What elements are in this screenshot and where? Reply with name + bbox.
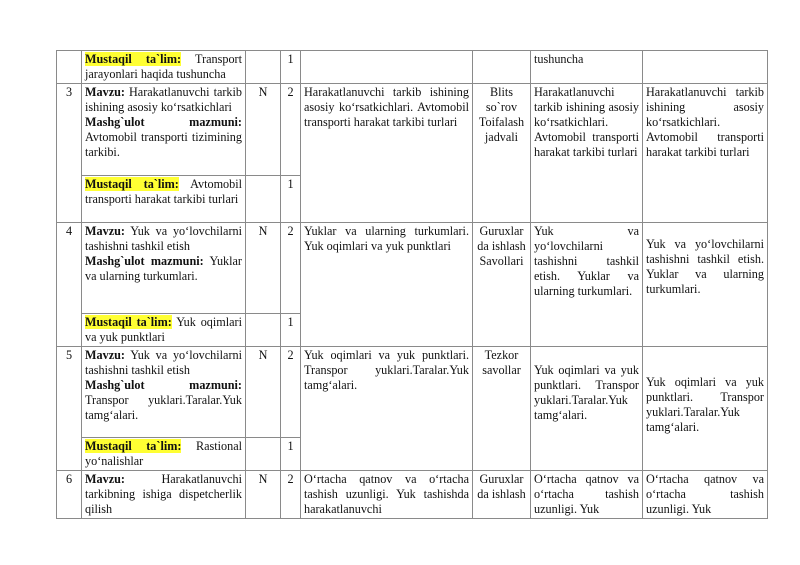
- topic-label: Mavzu:: [85, 348, 125, 362]
- method-cell: [473, 51, 531, 84]
- table-row: [57, 84, 768, 176]
- format-cell: N: [246, 84, 281, 176]
- table-row: [57, 51, 768, 84]
- assessment-cell: Yuk oqimlari va yuk punktlari. Transpor yuklari.Taralar.Yuk tamg‘alari.: [643, 347, 768, 471]
- format-cell: N: [246, 347, 281, 438]
- format-cell: [246, 51, 281, 84]
- independent-study-text: Rastional yo‘nalishlar: [85, 439, 242, 468]
- format-cell: [246, 438, 281, 471]
- topic-label: Mavzu:: [85, 224, 125, 238]
- independent-study-text: Avtomobil transporti harakat tarkibi turlari: [85, 177, 243, 206]
- row-number: 5: [57, 347, 82, 471]
- training-label: Mashg`ulot mazmuni:: [85, 254, 204, 268]
- topic-cell: [82, 84, 246, 176]
- independent-study-label: Mustaqil ta`lim:: [85, 439, 182, 453]
- assessment-cell: [643, 51, 768, 84]
- hours-cell: 1: [281, 314, 301, 347]
- training-text: Yuklar va ularning turkumlari.: [85, 254, 242, 283]
- hours-cell: 1: [281, 51, 301, 84]
- method-cell: Tezkor savollar: [473, 347, 531, 471]
- assessment-cell: O‘rtacha qatnov va o‘rtacha tashish uzunligi. Yuk: [643, 471, 768, 519]
- method-cell: Guruxlar da ishlash: [473, 471, 531, 519]
- table-row: [57, 223, 768, 314]
- topic-label: Mavzu:: [85, 85, 125, 99]
- independent-study-cell: [82, 438, 246, 471]
- hours-cell: 2: [281, 471, 301, 519]
- hours-cell: 2: [281, 84, 301, 176]
- topic-text: Harakatlanuvchi tarkibning ishiga dispetcherlik qilish: [85, 472, 242, 516]
- outcome-cell: Yuk va yo‘lovchilarni tashishni tashkil etish. Yuklar va ularning turkumlari.: [531, 223, 643, 347]
- training-label: Mashg`ulot mazmuni:: [85, 378, 242, 392]
- content-cell: [301, 51, 473, 84]
- independent-study-label: Mustaqil ta`lim:: [85, 315, 172, 329]
- table-row: [57, 347, 768, 438]
- format-cell: [246, 314, 281, 347]
- topic-text: Yuk va yo‘lovchilarni tashishni tashkil etish: [85, 348, 242, 377]
- content-cell: Harakatlanuvchi tarkib ishining asosiy ko‘rsatkichlari. Avtomobil transporti harakat tarkibi turlari: [301, 84, 473, 223]
- row-number: 4: [57, 223, 82, 347]
- row-number: [57, 51, 82, 84]
- method-cell: Blits so`rov Toifalash jadvali: [473, 84, 531, 223]
- assessment-cell: Harakatlanuvchi tarkib ishining asosiy ko‘rsatkichlari. Avtomobil transporti harakat tarkibi turlari: [643, 84, 768, 223]
- outcome-cell: Yuk oqimlari va yuk punktlari. Transpor yuklari.Taralar.Yuk tamg‘alari.: [531, 347, 643, 471]
- format-cell: N: [246, 471, 281, 519]
- hours-cell: 1: [281, 438, 301, 471]
- topic-text: Harakatlanuvchi tarkib ishining asosiy ko‘rsatkichlari: [85, 85, 242, 114]
- hours-cell: 1: [281, 176, 301, 223]
- independent-study-label: Mustaqil ta`lim:: [85, 52, 182, 66]
- outcome-cell: tushuncha: [531, 51, 643, 84]
- format-cell: [246, 176, 281, 223]
- training-text: Transpor yuklari.Taralar.Yuk tamg‘alari.: [85, 393, 242, 422]
- format-cell: N: [246, 223, 281, 314]
- training-text: Avtomobil transporti tizimining tarkibi.: [85, 130, 242, 159]
- independent-study-cell: [82, 176, 246, 223]
- independent-study-cell: [82, 51, 246, 84]
- assessment-cell: Yuk va yo‘lovchilarni tashishni tashkil etish. Yuklar va ularning turkumlari.: [643, 223, 768, 347]
- training-label: Mashg`ulot mazmuni:: [85, 115, 242, 129]
- content-cell: Yuk oqimlari va yuk punktlari. Transpor yuklari.Taralar.Yuk tamg‘alari.: [301, 347, 473, 471]
- independent-study-cell: [82, 314, 246, 347]
- topic-text: Yuk va yo‘lovchilarni tashishni tashkil etish: [85, 224, 242, 253]
- schedule-table: [56, 50, 768, 519]
- topic-label: Mavzu:: [85, 472, 125, 486]
- row-number: 6: [57, 471, 82, 519]
- content-cell: O‘rtacha qatnov va o‘rtacha tashish uzunligi. Yuk tashishda harakatlanuvchi: [301, 471, 473, 519]
- topic-cell: [82, 347, 246, 438]
- independent-study-text: Transport jarayonlari haqida tushuncha: [85, 52, 242, 81]
- method-cell: Guruxlar da ishlash Savollari: [473, 223, 531, 347]
- table-row: [57, 471, 768, 519]
- row-number: 3: [57, 84, 82, 223]
- content-cell: Yuklar va ularning turkumlari. Yuk oqimlari va yuk punktlari: [301, 223, 473, 347]
- topic-cell: [82, 223, 246, 314]
- topic-cell: [82, 471, 246, 519]
- independent-study-text: Yuk oqimlari va yuk punktlari: [85, 315, 242, 344]
- hours-cell: 2: [281, 223, 301, 314]
- hours-cell: 2: [281, 347, 301, 438]
- outcome-cell: O‘rtacha qatnov va o‘rtacha tashish uzunligi. Yuk: [531, 471, 643, 519]
- outcome-cell: Harakatlanuvchi tarkib ishining asosiy ko‘rsatkichlari. Avtomobil transporti harakat tarkibi turlari: [531, 84, 643, 223]
- independent-study-label: Mustaqil ta`lim:: [85, 177, 179, 191]
